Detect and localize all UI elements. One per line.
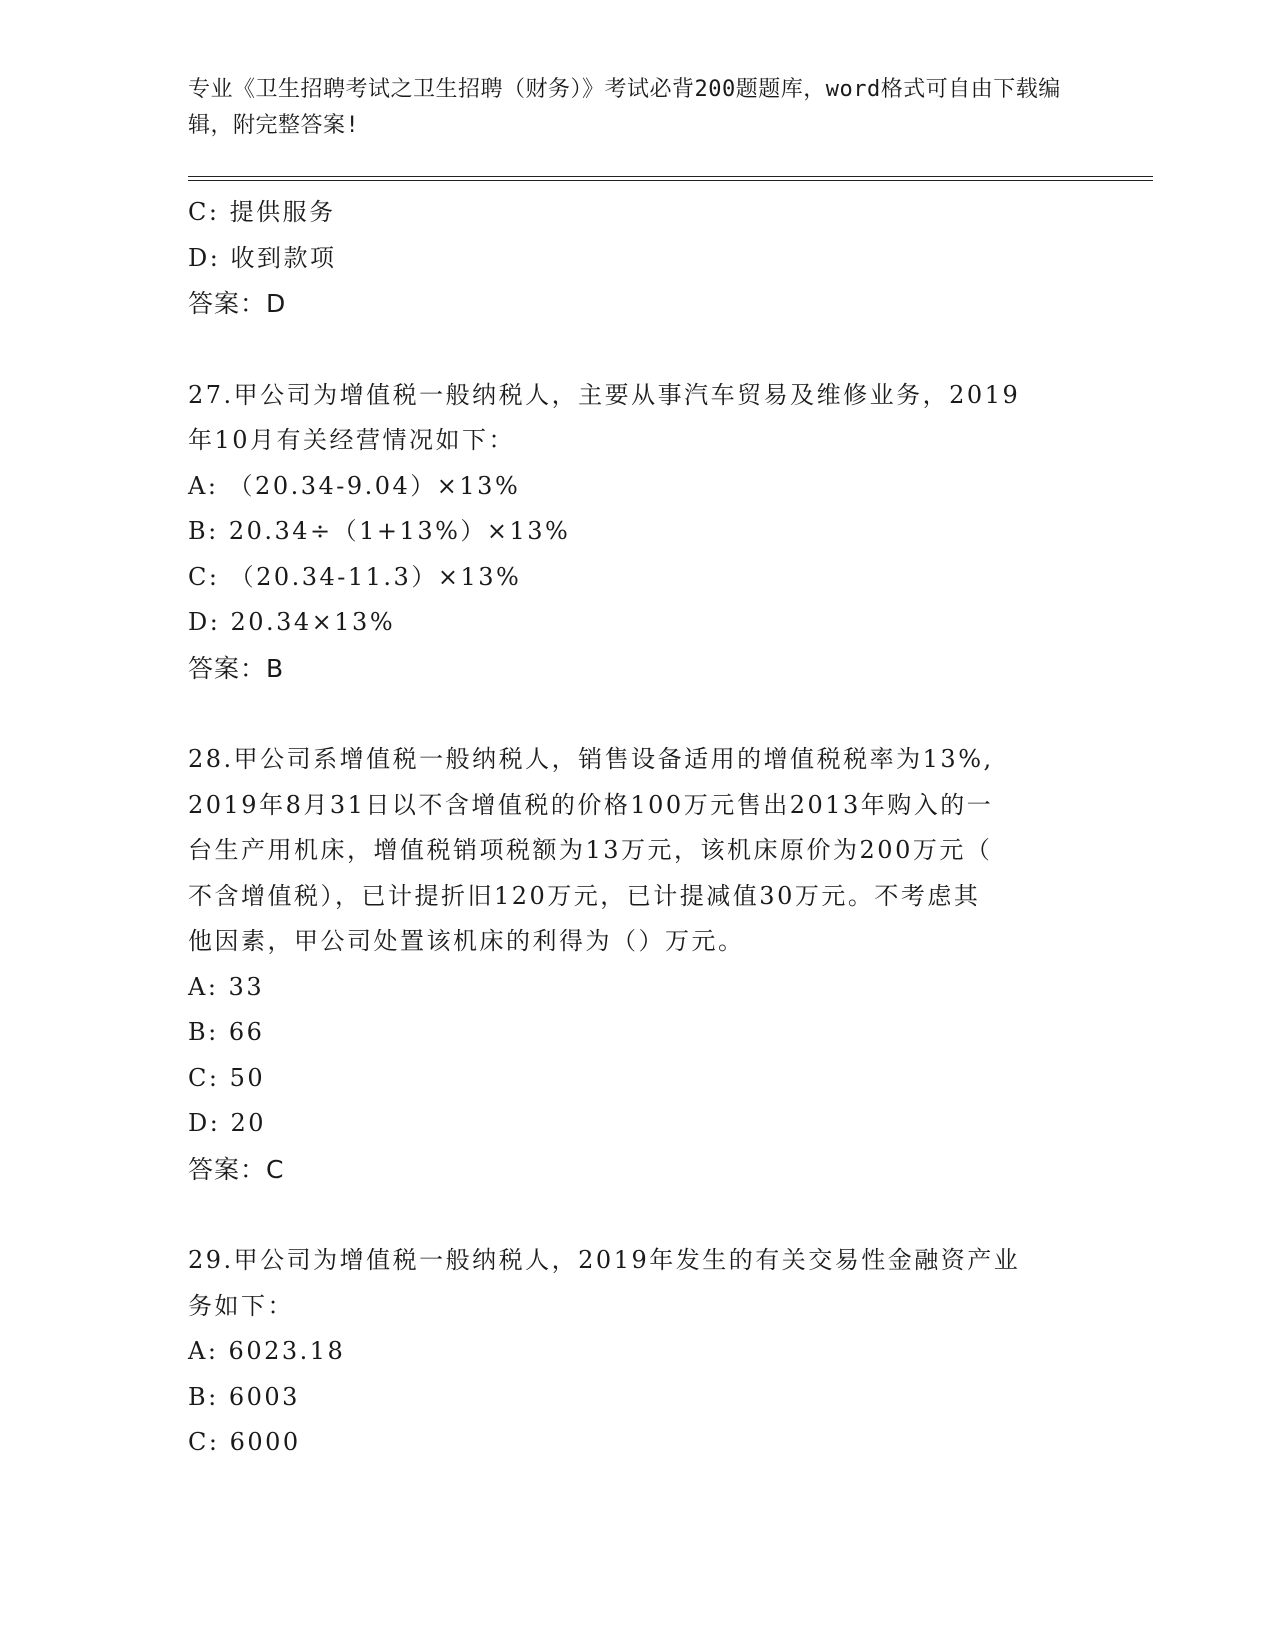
answer-line: 答案：D	[188, 289, 287, 318]
question-29	[188, 1238, 1153, 1466]
option-b: B: 66	[188, 1018, 265, 1046]
option-c: C: 6000	[188, 1428, 301, 1456]
option-d: D: 20.34×13%	[188, 608, 396, 636]
answer-line: 答案：B	[188, 653, 285, 683]
question-27	[188, 373, 1153, 692]
option-d: D: 收到款项	[188, 243, 337, 272]
header-divider-secondary	[188, 180, 1153, 181]
question-stem-line: 务如下：	[188, 1291, 294, 1320]
option-d: D: 20	[188, 1109, 266, 1137]
answer-line: 答案：C	[188, 1154, 285, 1184]
question-stem-line: 27.甲公司为增值税一般纳税人，主要从事汽车贸易及维修业务，2019	[188, 380, 1021, 409]
option-c: C: 提供服务	[188, 198, 336, 226]
option-a: A: 6023.18	[188, 1337, 346, 1365]
document-header: 专业《卫生招聘考试之卫生招聘（财务）》考试必背200题题库，word格式可自由下载编辑，附完整答案!	[188, 77, 1061, 138]
option-a: A: 33	[188, 972, 265, 1001]
option-c: C: 50	[188, 1063, 266, 1092]
question-stem-line: 他因素，甲公司处置该机床的利得为（）万元。	[188, 927, 745, 955]
question-stem-line: 28.甲公司系增值税一般纳税人，销售设备适用的增值税税率为13%,	[188, 745, 994, 773]
option-b: B: 20.34÷（1+13%）×13%	[188, 517, 571, 545]
option-a: A: （20.34-9.04）×13%	[188, 471, 521, 500]
question-stem-line: 年10月有关经营情况如下：	[188, 426, 516, 454]
document-content	[188, 190, 1153, 1466]
question-stem-line: 台生产用机床，增值税销项税额为13万元，该机床原价为200万元（	[188, 836, 993, 864]
question-stem-line: 2019年8月31日以不含增值税的价格100万元售出2013年购入的一	[188, 790, 994, 819]
option-c: C: （20.34-11.3）×13%	[188, 562, 522, 591]
question-stem-line: 不含增值税），已计提折旧120万元，已计提减值30万元。不考虑其	[188, 881, 981, 910]
header-divider	[188, 176, 1153, 177]
option-b: B: 6003	[188, 1382, 300, 1411]
question-28	[188, 737, 1153, 1192]
question-stem-line: 29.甲公司为增值税一般纳税人，2019年发生的有关交易性金融资产业	[188, 1246, 1021, 1274]
document-page	[188, 72, 1153, 1456]
question-26-tail	[188, 190, 1153, 327]
